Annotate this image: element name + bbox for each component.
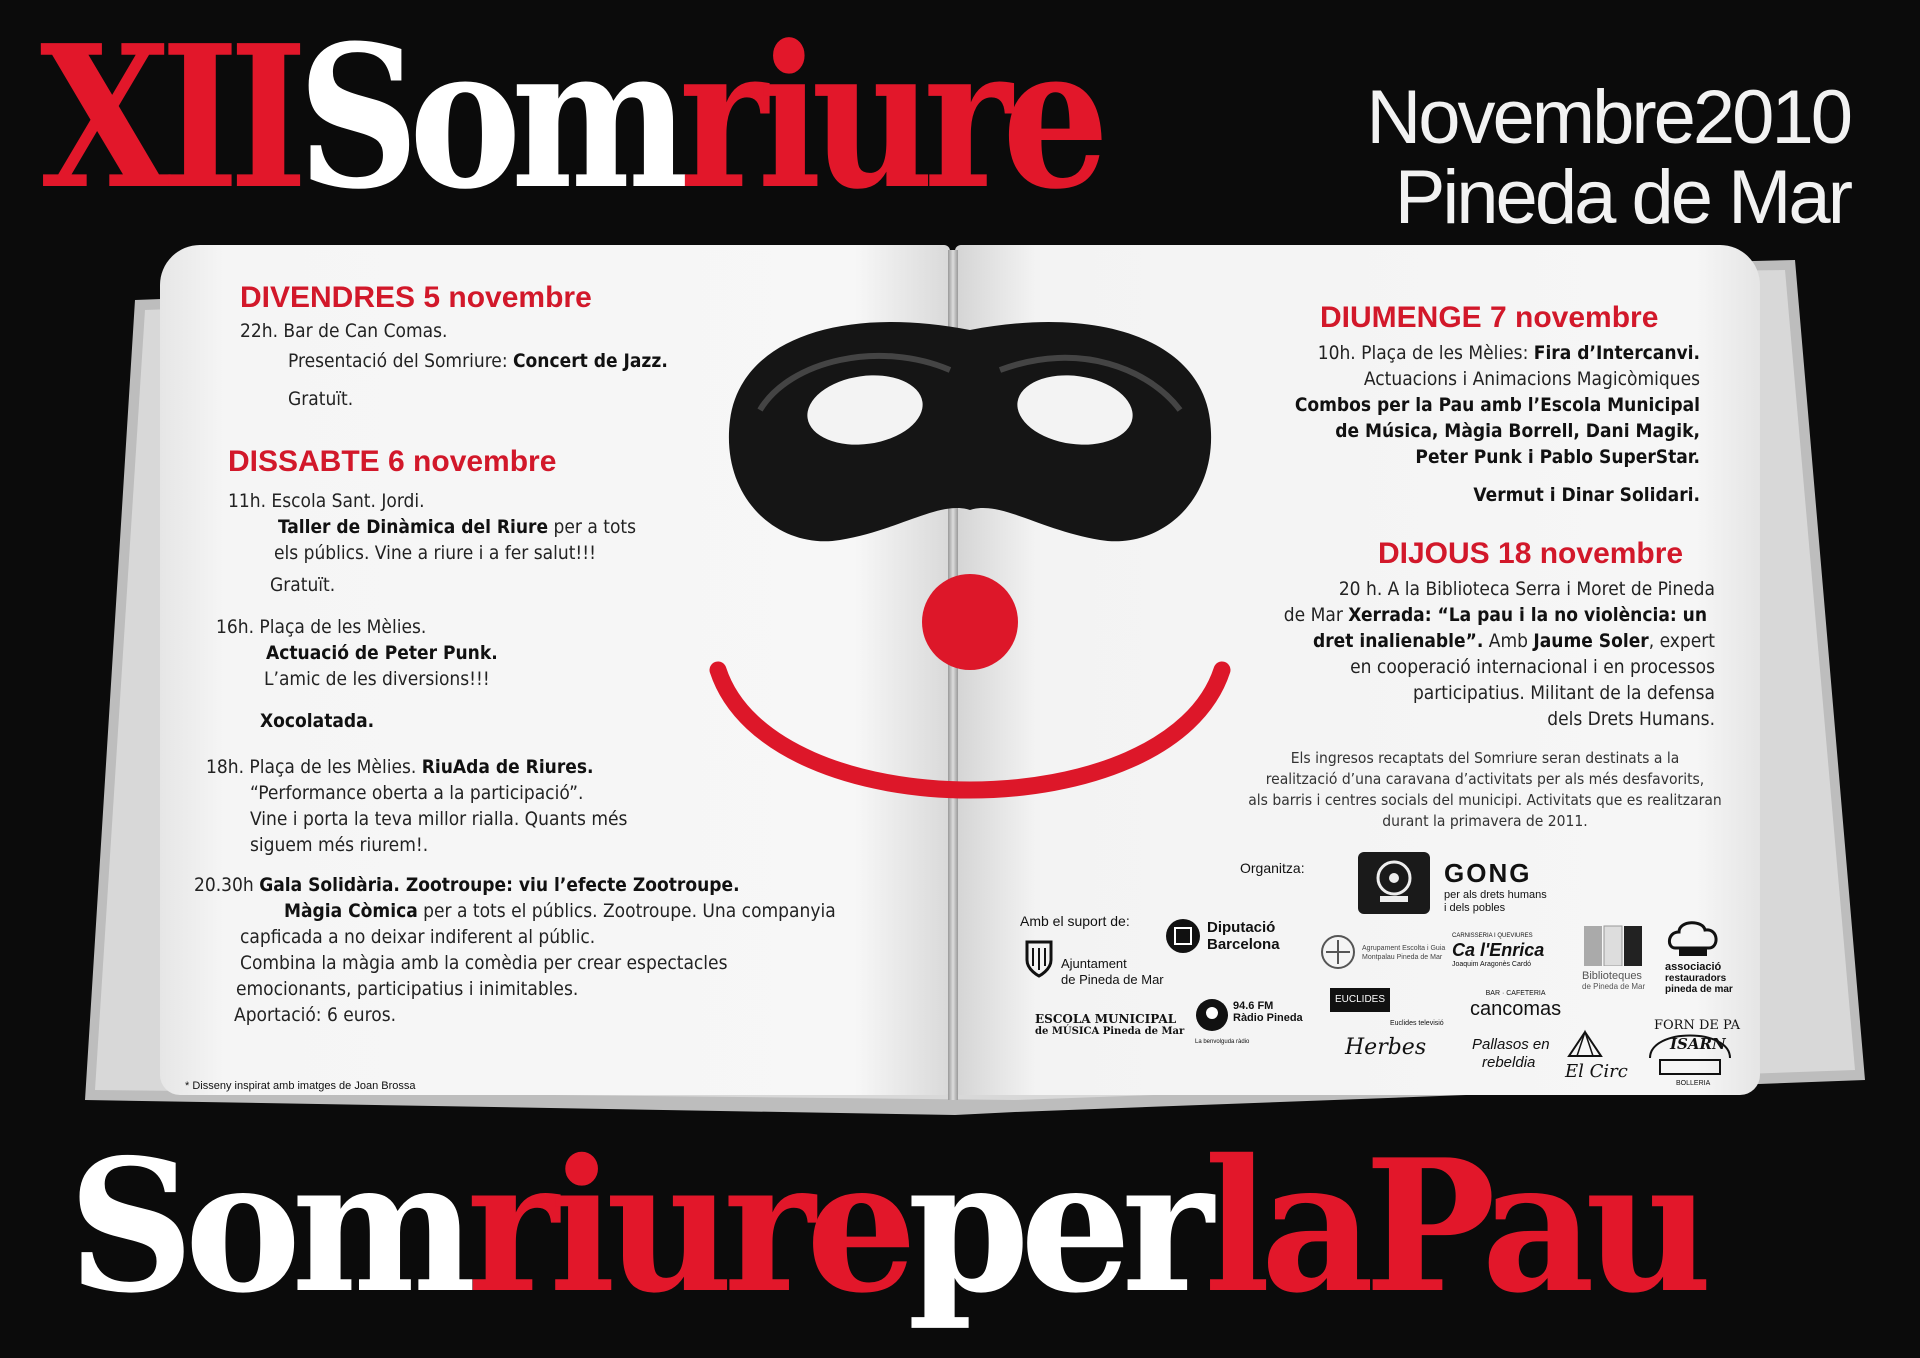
euclides-logo: EUCLIDES Euclides televisió [1330, 988, 1390, 1012]
sunday-details: 10h. Plaça de les Mèlies: Fira d’Intercanvi. Actuacions i Animacions Magicòmiques Combos per la Pau amb l’Escola Municipal de Música, Màgia Borrell, Dani Magik, Peter Punk i Pablo SuperStar. Vermut i Dinar Solidari. [1294, 342, 1700, 506]
radio-pineda-logo: 94.6 FM Ràdio Pineda La benvolguda ràdio [1195, 1000, 1303, 1045]
circus-tent-icon [1565, 1028, 1605, 1058]
associacio-restauradors-logo: associació restauradors pineda de mar [1665, 918, 1733, 995]
gong-logo: GONG per als drets humans i dels pobles [1444, 858, 1547, 914]
escola-musica-logo: ESCOLA MUNICIPAL de MÚSICA Pineda de Mar [1035, 1012, 1185, 1037]
red-nose-icon [922, 574, 1018, 670]
el-circ-logo: El Circ [1565, 1028, 1628, 1082]
agrupament-emblem-icon [1318, 934, 1358, 970]
date-location [1330, 75, 1850, 240]
biblioteques-logo: Biblioteques de Pineda de Mar [1582, 922, 1648, 992]
day-heading: DIJOUS 18 novembre [1378, 537, 1684, 570]
slogan-title: SomriureperlaPau [68, 1119, 1703, 1333]
saturday-details: 11h. Escola Sant. Jordi. Taller de Dinàmica del Riure per a tots els públics. Vine a riure i a fer salut!!! Gratuït. 16h. Plaça de les Mèlies. Actuació de Peter Punk. L’amic de les diversions!!! Xocolatada. 18h. Plaça de les Mèlies. RiuAda de Riures. “Performance oberta a la participació”. Vine i porta la teva millor rialla. Quants més siguem més riurem!. 20.30h Gala Solidària. Zootroupe: viu l’efecte Zootroupe. Màgia Còmica per a tots el públics. Zootroupe. Una companyia capficada a no deixar indiferent al públic. Combina la màgia amb la comèdia per crear espectacles emocionants, participatius i inimitables. Aportació: 6 euros. [194, 490, 836, 1026]
agrupament-logo: Agrupament Escolta i Guia Montpalau Pineda de Mar [1318, 934, 1358, 974]
thursday-section [1378, 538, 1683, 570]
radio-icon [1195, 998, 1229, 1032]
organitza-label: Organitza: [1240, 860, 1305, 876]
donation-info: Els ingresos recaptats del Somriure seran destinats a la realització d’una caravana d’activitats per als més desfavorits, als barris i centres socials del municipi. Activitats que es realitzaran durant la primavera de 2011. [1248, 749, 1722, 830]
carnisseria-logo: CARNISSERIA I QUEVIURES Ca l'Enrica Joaquim Aragonès Cardó [1452, 933, 1545, 968]
sunday-section [1320, 302, 1658, 334]
biblioteques-books-icon [1582, 922, 1648, 966]
date-line: Novembre2010 [1366, 75, 1850, 160]
herbes-logo: Herbes [1345, 1035, 1427, 1060]
suport-label: Amb el suport de: [1020, 913, 1130, 929]
cancomas-logo: BAR · CAFETERIA cancomas [1470, 990, 1562, 1020]
thursday-details: 20 h. A la Biblioteca Serra i Moret de Pineda de Mar Xerrada: “La pau i la no violència: un dret inalienable”. Amb Jaume Soler, expert en cooperació internacional i en processos participatius. Militant de la defensa dels Drets Humans. [1283, 578, 1715, 730]
chef-hat-icon [1665, 918, 1721, 958]
day-heading: DIUMENGE 7 novembre [1320, 301, 1659, 334]
friday-section [240, 282, 592, 314]
day-heading: DIVENDRES 5 novembre [240, 281, 592, 314]
saturday-section [228, 446, 556, 478]
friday-details: 22h. Bar de Can Comas. Presentació del Somriure: Concert de Jazz. Gratuït. [240, 320, 668, 410]
ajuntament-shield-icon [1025, 938, 1053, 978]
gong-emblem-icon [1358, 852, 1430, 914]
location-line: Pineda de Mar [1394, 155, 1850, 240]
design-footnote: * Disseny inspirat amb imatges de Joan Brossa [185, 1080, 416, 1092]
day-heading: DISSABTE 6 novembre [228, 445, 557, 478]
pallasos-logo: Pallasos en rebeldia [1472, 1036, 1550, 1071]
ajuntament-logo: Ajuntament de Pineda de Mar [1025, 938, 1053, 982]
diputacio-logo: Diputació Barcelona [1165, 918, 1280, 954]
main-title: XIISomriure [40, 3, 1099, 233]
diputacio-icon [1165, 918, 1201, 954]
forn-isarn-logo: FORN DE PA ISARN BOLLERIA [1640, 1018, 1740, 1092]
